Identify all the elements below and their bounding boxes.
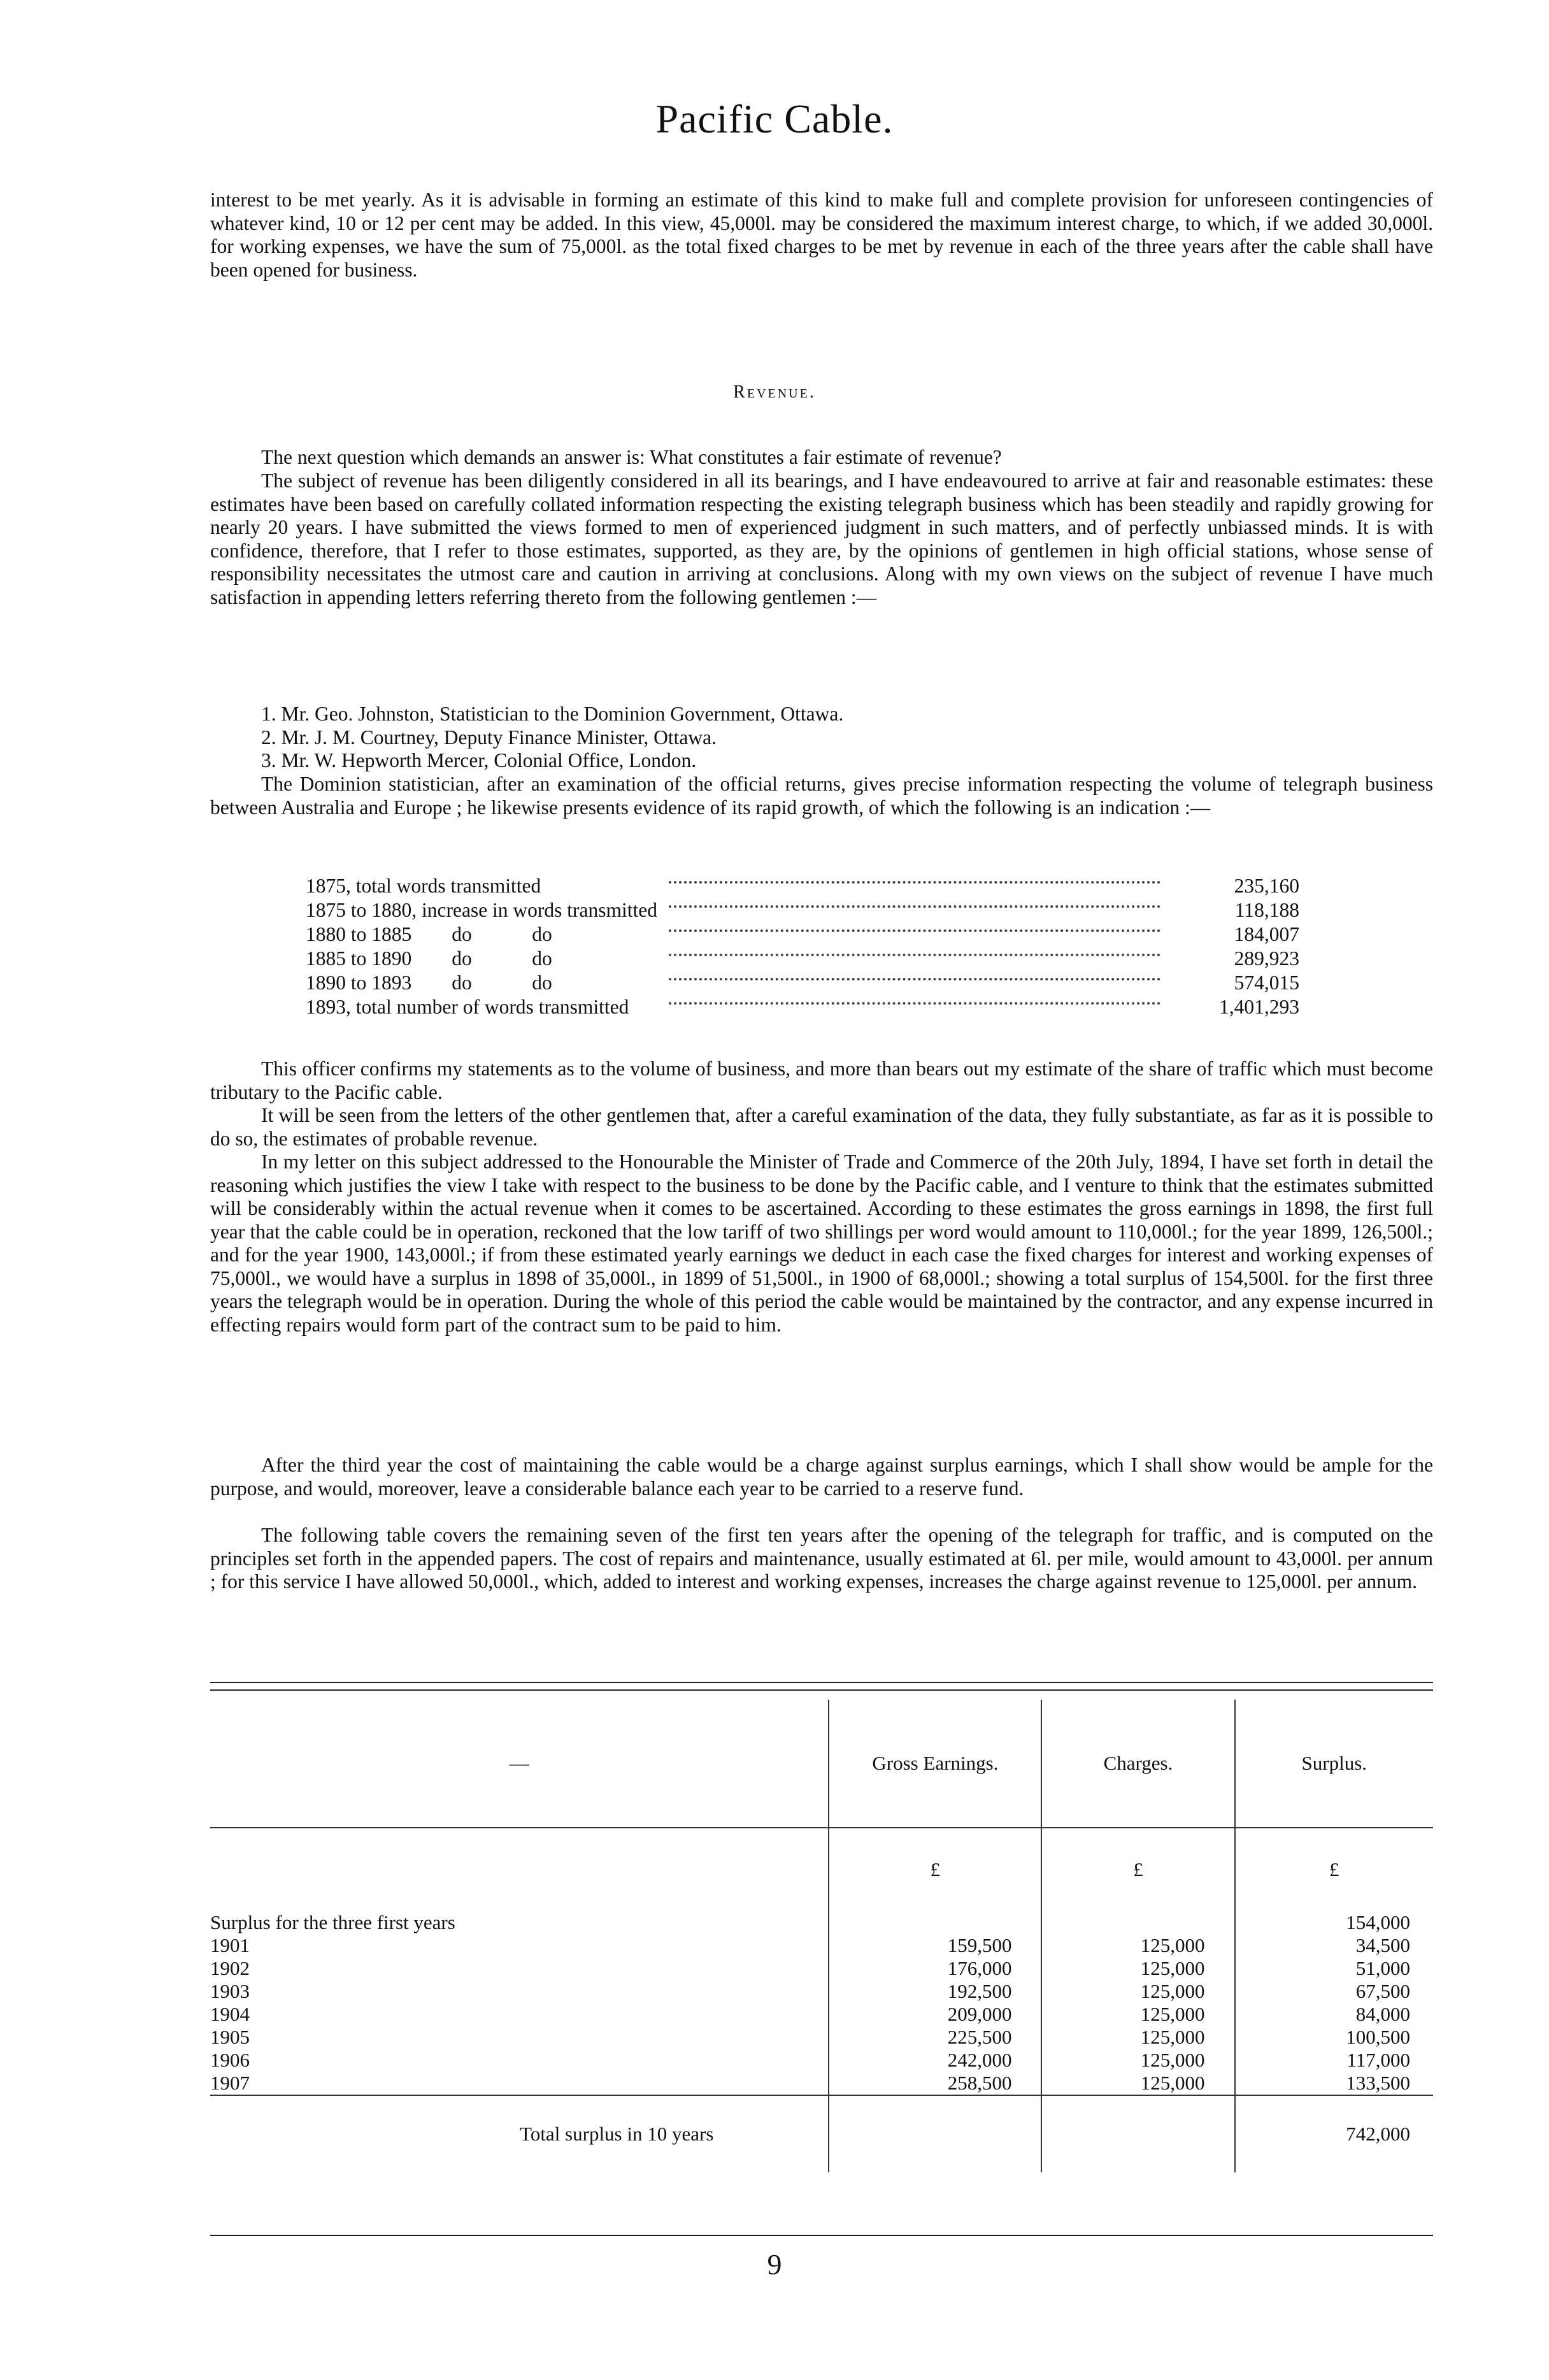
paragraph-statistician: The Dominion statistician, after an examination of the official returns, gives precise information respecting the volume of telegraph business between Australia and Europe ; he likewise presents evidence of its rapid growth, of which the following is an indication :— xyxy=(210,773,1433,819)
table-cell-value: 184,007 xyxy=(1234,923,1299,945)
paragraph-question: The next question which demands an answer is: What constitutes a fair estimate of revenue? xyxy=(261,446,1002,468)
row-year: 1903 xyxy=(210,1980,250,2002)
gross-value: 159,500 xyxy=(829,1934,1041,1957)
surplus-value: 51,000 xyxy=(1235,1957,1433,1980)
row-year: 1902 xyxy=(210,1957,250,1979)
dot-leader xyxy=(657,947,1172,971)
table-header-row xyxy=(210,1700,1433,1828)
paragraph-interest: interest to be met yearly. As it is advisable in forming an estimate of this kind to make full and complete provision for unforeseen contingencies of whatever kind, 10 or 12 per cent may be added. In this view, 45,000l. may be considered the maximum interest charge, to which, if we added 30,000l. for working expenses, we have the sum of 75,000l. as the total fixed charges to be met by revenue in each of the three years after the cable shall have been opened for business. xyxy=(210,189,1433,281)
currency-symbol: £ xyxy=(1235,1828,1433,1911)
gross-value: 225,500 xyxy=(829,2026,1041,2049)
list-item: 2. Mr. J. M. Courtney, Deputy Finance Minister, Ottawa. xyxy=(261,726,717,749)
surplus-value: 154,000 xyxy=(1235,1911,1433,1934)
table-cell-value: 118,188 xyxy=(1234,899,1299,921)
paragraph-letter: In my letter on this subject addressed to the Honourable the Minister of Trade and Commerce of the 20th July, 1894, I have set forth in detail the reasoning which justifies the view I take with respect to the business to be done by the Pacific cable, and I venture to think that the estimates submitted will be considerably within the actual revenue when it comes to be ascertained. According to these estimates the gross earnings in 1898, the first full year that the cable could be in operation, reckoned that the low tariff of two shillings per word would amount to 110,000l.; for the year 1899, 126,500l.; and for the year 1900, 143,000l.; if from these estimated yearly earnings we deduct in each case the fixed charges for interest and working expenses of 75,000l., we would have a surplus in 1898 of 35,000l., in 1899 of 51,500l., in 1900 of 68,000l.; showing a total surplus of 154,500l. for the first three years the telegraph would be in operation. During the whole of this period the cable would be maintained by the contractor, and any expense incurred in effecting repairs would form part of the contract sum to be paid to him. xyxy=(210,1151,1433,1336)
table-total-row xyxy=(210,2095,1433,2172)
table-row xyxy=(210,2072,1433,2095)
paragraph-revenue-subject: The subject of revenue has been diligently considered in all its bearings, and I have endeavoured to arrive at fair and reasonable estimates: these estimates have been based on carefully collated information respecting the existing telegraph business which has been steadily and rapidly growing for nearly 20 years. I have submitted the views formed to men of experienced judgment in such matters, and of perfectly unbiassed minds. It is with confidence, therefore, that I refer to those estimates, supported, as they are, by the opinions of gentlemen in high official stations, whose sense of responsibility necessitates the utmost care and caution in arriving at conclusions. Along with my own views on the subject of revenue I have much satisfaction in appending letters referring thereto from the following gentlemen :— xyxy=(210,470,1433,608)
table-cell-label: 1890 to 1893 do do xyxy=(306,971,552,994)
table-cell-label: 1885 to 1890 do do xyxy=(306,947,552,970)
charges-value: 125,000 xyxy=(1041,2072,1234,2095)
gross-value: 209,000 xyxy=(829,2003,1041,2026)
table-row xyxy=(210,2026,1433,2049)
column-header-charges: Charges. xyxy=(1041,1700,1234,1828)
charges-value: 125,000 xyxy=(1041,1980,1234,2003)
gross-value: 192,500 xyxy=(829,1980,1041,2003)
charges-value: 125,000 xyxy=(1041,1957,1234,1980)
column-header-gross-earnings: Gross Earnings. xyxy=(829,1700,1041,1828)
table-cell-label: 1875 to 1880, increase in words transmitted xyxy=(306,899,658,921)
charges-value: 125,000 xyxy=(1041,1934,1234,1957)
table-row xyxy=(210,1934,1433,1957)
table-cell-value: 1,401,293 xyxy=(1219,996,1299,1018)
table-row xyxy=(306,922,1299,947)
column-header-surplus: Surplus. xyxy=(1235,1700,1433,1828)
table-cell-label: 1893, total number of words transmitted xyxy=(306,996,629,1018)
row-year: 1905 xyxy=(210,2026,250,2048)
table-row xyxy=(210,1957,1433,1980)
table-top-rule-inner xyxy=(210,1689,1433,1691)
row-year: 1907 xyxy=(210,2072,250,2094)
paragraph-following-table: The following table covers the remaining seven of the first ten years after the opening of the telegraph for traffic, and is computed on the principles set forth in the appended papers. The cost of repairs and maintenance, usually estimated at 6l. per mile, would amount to 43,000l. per annum ; for this service I have allowed 50,000l., which, added to interest and working expenses, increases the charge against revenue to 125,000l. per annum. xyxy=(210,1524,1433,1593)
table-bottom-rule xyxy=(210,2235,1433,2236)
list-item: 3. Mr. W. Hepworth Mercer, Colonial Office, London. xyxy=(261,749,697,771)
surplus-value: 117,000 xyxy=(1235,2049,1433,2072)
table-cell-value: 235,160 xyxy=(1234,875,1299,897)
table-row xyxy=(210,1911,1433,1934)
table-cell-label: 1880 to 1885 do do xyxy=(306,923,552,945)
table-row xyxy=(210,2003,1433,2026)
paragraph-other-gentlemen: It will be seen from the letters of the other gentlemen that, after a careful examination of the data, they fully substantiate, as far as it is possible to do so, the estimates of probable revenue. xyxy=(210,1104,1433,1150)
row-label: Surplus for the three first years xyxy=(210,1911,455,1933)
table-row xyxy=(306,995,1299,1019)
list-item: 1. Mr. Geo. Johnston, Statistician to the Dominion Government, Ottawa. xyxy=(261,703,844,725)
column-header-blank: — xyxy=(509,1752,529,1774)
table-row xyxy=(210,2049,1433,2072)
surplus-value: 34,500 xyxy=(1235,1934,1433,1957)
surplus-value: 100,500 xyxy=(1235,2026,1433,2049)
section-heading-revenue: Revenue. xyxy=(733,382,816,402)
gross-value: 176,000 xyxy=(829,1957,1041,1980)
charges-value: 125,000 xyxy=(1041,2003,1234,2026)
dot-leader xyxy=(657,874,1172,898)
surplus-value: 67,500 xyxy=(1235,1980,1433,2003)
table-cell-value: 289,923 xyxy=(1234,947,1299,970)
currency-row xyxy=(210,1828,1433,1911)
table-top-rule xyxy=(210,1682,1433,1683)
paragraph-officer-confirms: This officer confirms my statements as to the volume of business, and more than bears out my estimate of the share of traffic which must become tributary to the Pacific cable. xyxy=(210,1057,1433,1103)
surplus-table xyxy=(210,1700,1433,2172)
table-row xyxy=(306,971,1299,995)
currency-symbol: £ xyxy=(1041,1828,1234,1911)
dot-leader xyxy=(657,995,1172,1019)
page-title: Pacific Cable. xyxy=(655,96,894,141)
dot-leader xyxy=(657,922,1172,947)
table-row xyxy=(210,1980,1433,2003)
total-label: Total surplus in 10 years xyxy=(520,2123,714,2145)
row-year: 1904 xyxy=(210,2003,250,2025)
dot-leader xyxy=(657,898,1172,922)
row-year: 1901 xyxy=(210,1934,250,1956)
gentlemen-list xyxy=(261,703,1344,773)
table-row xyxy=(306,947,1299,971)
dot-leader xyxy=(657,971,1172,995)
currency-symbol: £ xyxy=(829,1828,1041,1911)
table-row xyxy=(306,898,1299,922)
charges-value: 125,000 xyxy=(1041,2049,1234,2072)
table-row xyxy=(306,874,1299,898)
charges-value: 125,000 xyxy=(1041,2026,1234,2049)
surplus-value: 133,500 xyxy=(1235,2072,1433,2095)
table-cell-label: 1875, total words transmitted xyxy=(306,875,541,897)
words-transmitted-table xyxy=(306,874,1299,1019)
gross-value: 242,000 xyxy=(829,2049,1041,2072)
table-cell-value: 574,015 xyxy=(1234,971,1299,994)
paragraph-third-year: After the third year the cost of maintaining the cable would be a charge against surplus earnings, which I shall show would be ample for the purpose, and would, moreover, leave a considerable balance each year to be carried to a reserve fund. xyxy=(210,1454,1433,1500)
gross-value: 258,500 xyxy=(829,2072,1041,2095)
total-surplus-value: 742,000 xyxy=(1235,2095,1433,2172)
page-number: 9 xyxy=(767,2248,782,2281)
surplus-value: 84,000 xyxy=(1235,2003,1433,2026)
row-year: 1906 xyxy=(210,2049,250,2071)
